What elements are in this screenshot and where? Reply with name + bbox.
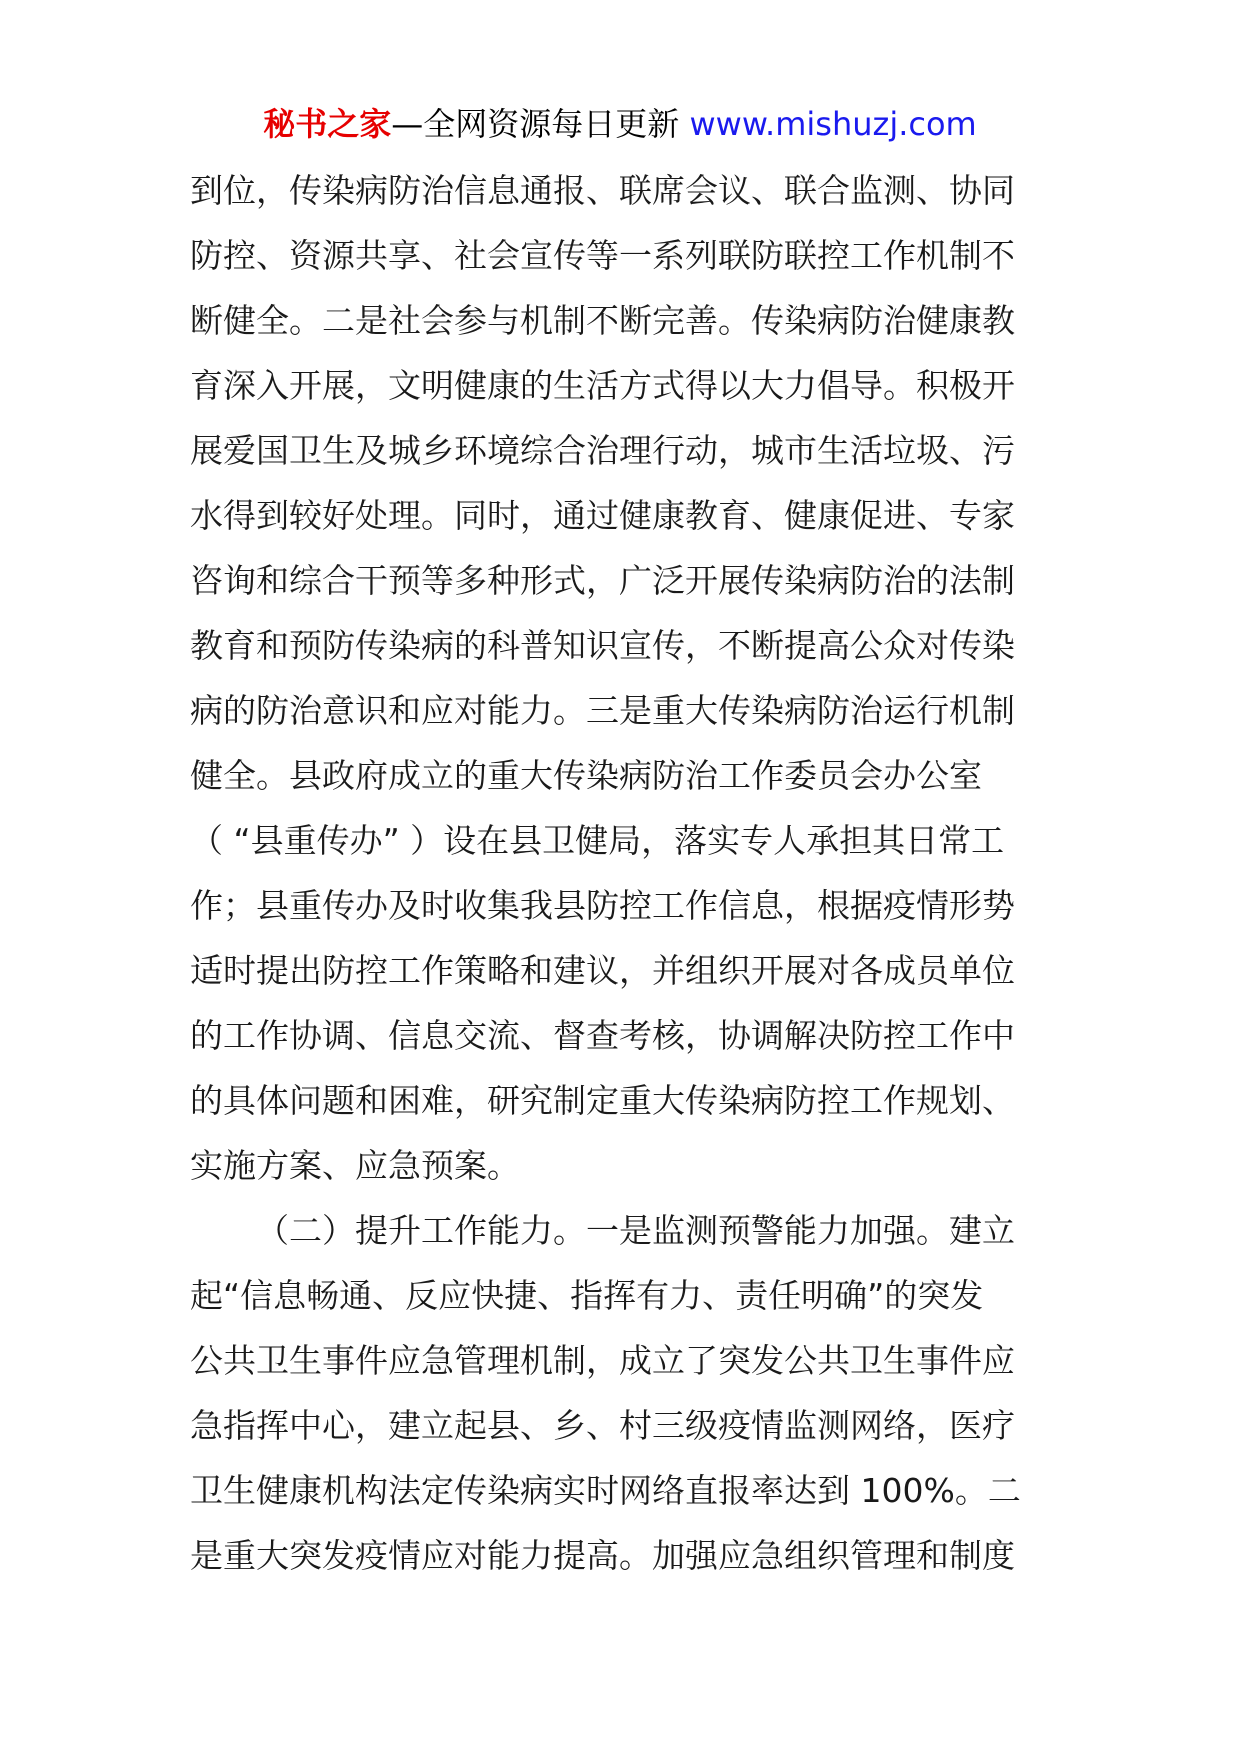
text-line: 教育和预防传染病的科普知识宣传，不断提高公众对传染	[190, 626, 1015, 665]
text-line: 防控、资源共享、社会宣传等一系列联防联控工作机制不	[190, 236, 1015, 275]
site-header	[0, 102, 1240, 146]
text-line: 的具体问题和困难，研究制定重大传染病防控工作规划、	[190, 1081, 1015, 1120]
brand-name: 秘书之家	[263, 105, 392, 143]
text-line: 咨询和综合干预等多种形式，广泛开展传染病防治的法制	[190, 561, 1015, 600]
text-line: 公共卫生事件应急管理机制，成立了突发公共卫生事件应	[190, 1341, 1015, 1380]
header-tagline: —全网资源每日更新	[391, 105, 690, 143]
text-line: 起“信息畅通、反应快捷、指挥有力、责任明确”的突发	[190, 1276, 984, 1315]
text-line: 实施方案、应急预案。	[190, 1146, 520, 1185]
text-line: 健全。县政府成立的重大传染病防治工作委员会办公室	[190, 756, 982, 795]
text-line: 适时提出防控工作策略和建议，并组织开展对各成员单位	[190, 951, 1015, 990]
text-line: 育深入开展，文明健康的生活方式得以大力倡导。积极开	[190, 366, 1015, 405]
site-url-link[interactable]: www.mishuzj.com	[689, 105, 977, 143]
text-line: 急指挥中心，建立起县、乡、村三级疫情监测网络，医疗	[190, 1406, 1015, 1445]
document-body	[190, 158, 1060, 1588]
text-line: 作；县重传办及时收集我县防控工作信息，根据疫情形势	[190, 886, 1015, 925]
text-line: 水得到较好处理。同时，通过健康教育、健康促进、专家	[190, 496, 1015, 535]
text-line: （ “县重传办” ）设在县卫健局，落实专人承担其日常工	[190, 821, 1005, 860]
text-line: 是重大突发疫情应对能力提高。加强应急组织管理和制度	[190, 1536, 1015, 1575]
paragraph-start-line: （二）提升工作能力。一是监测预警能力加强。建立	[256, 1211, 1015, 1250]
text-line: 到位，传染病防治信息通报、联席会议、联合监测、协同	[190, 171, 1015, 210]
text-line: 断健全。二是社会参与机制不断完善。传染病防治健康教	[190, 301, 1015, 340]
text-line: 病的防治意识和应对能力。三是重大传染病防治运行机制	[190, 691, 1015, 730]
text-line: 展爱国卫生及城乡环境综合治理行动，城市生活垃圾、污	[190, 431, 1015, 470]
text-line: 的工作协调、信息交流、督查考核，协调解决防控工作中	[190, 1016, 1015, 1055]
text-line: 卫生健康机构法定传染病实时网络直报率达到 100%。二	[190, 1471, 1021, 1510]
